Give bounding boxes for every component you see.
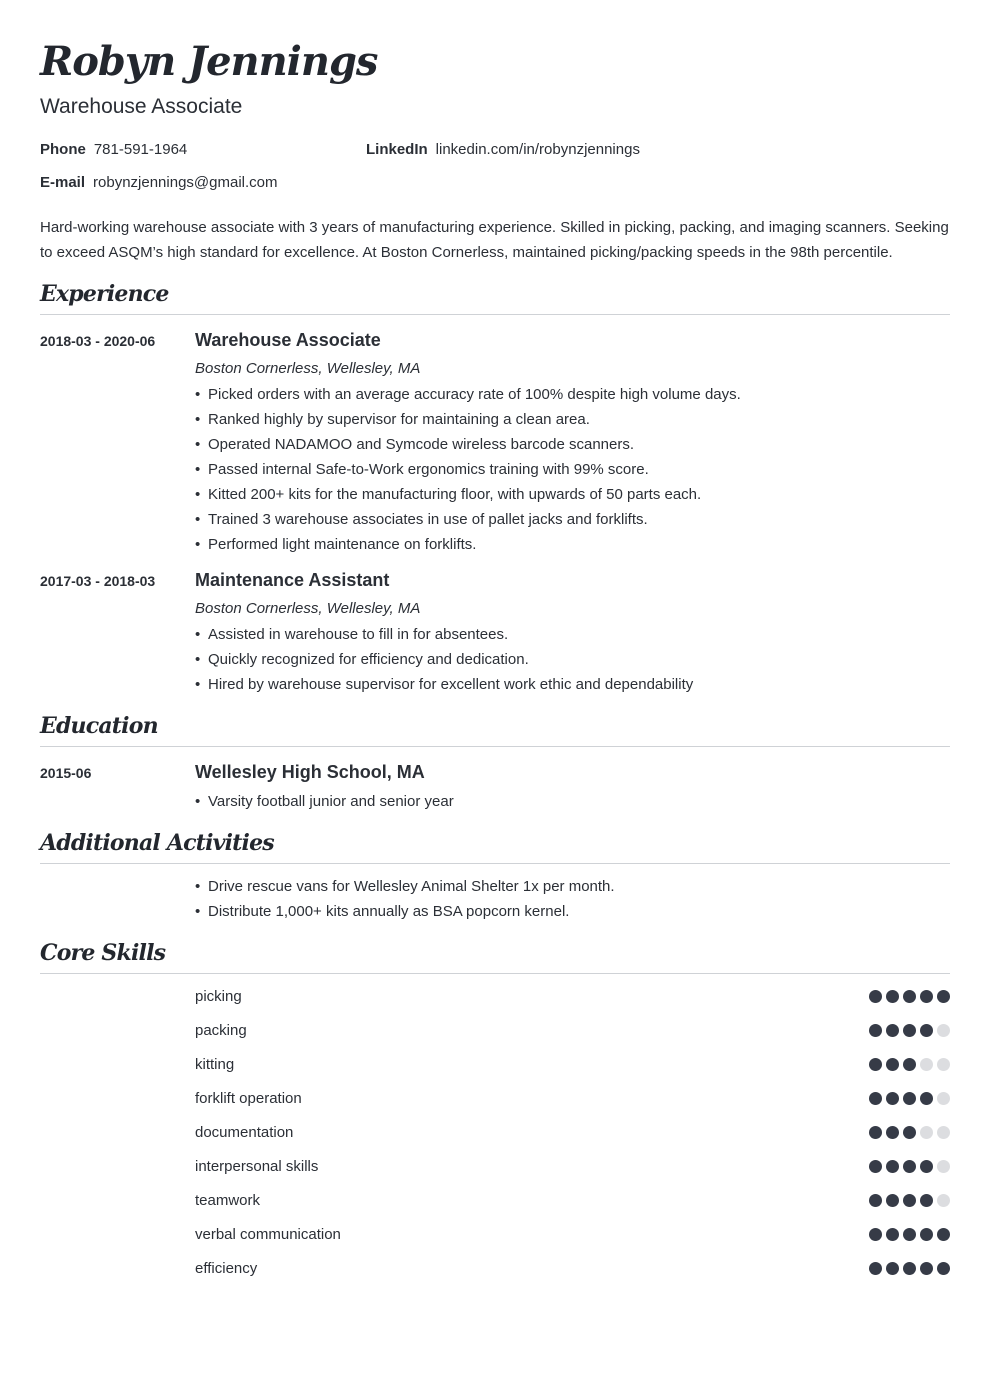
skill-rating: [869, 990, 950, 1003]
rating-dot-filled: [903, 1024, 916, 1037]
email-value[interactable]: robynzjennings@gmail.com: [93, 174, 278, 191]
list-item: • Distribute 1,000+ kits annually as BSA popcorn kernel.: [195, 903, 935, 928]
skill-row: [195, 1157, 950, 1191]
skill-row: [195, 1055, 950, 1089]
rating-dot-filled: [869, 1126, 882, 1139]
rating-dot-empty: [937, 1092, 950, 1105]
skills-section-header: [40, 937, 950, 974]
rating-dot-filled: [903, 1194, 916, 1207]
skill-name: picking: [195, 988, 242, 1005]
phone-label: Phone: [40, 141, 86, 158]
list-item: • Assisted in warehouse to fill in for absentees.: [195, 626, 935, 651]
rating-dot-filled: [903, 1262, 916, 1275]
skill-rating: [869, 1228, 950, 1241]
rating-dot-filled: [886, 1126, 899, 1139]
rating-dot-filled: [920, 1160, 933, 1173]
job-title: Warehouse Associate: [195, 330, 381, 350]
profile-summary: Hard-working warehouse associate with 3 years of manufacturing experience. Skilled in picking, packing, and imaging scanners. Seeking to exceed ASQM’s high standard for excellence. At Boston Cornerless, maintained picking/packing speeds in the 98th percentile.: [40, 219, 949, 261]
rating-dot-filled: [903, 1160, 916, 1173]
skill-rating: [869, 1092, 950, 1105]
email-label: E-mail: [40, 174, 86, 191]
rating-dot-filled: [869, 1024, 882, 1037]
skill-name: interpersonal skills: [195, 1158, 319, 1175]
list-item: • Trained 3 warehouse associates in use of pallet jacks and forklifts.: [195, 511, 935, 536]
skill-row: [195, 1089, 950, 1123]
rating-dot-filled: [920, 990, 933, 1003]
skill-rating: [869, 1262, 950, 1275]
rating-dot-filled: [920, 1092, 933, 1105]
skill-rating: [869, 1126, 950, 1139]
skill-row: [195, 1021, 950, 1055]
job-bullets: [195, 386, 935, 561]
job-title: Maintenance Assistant: [195, 570, 390, 590]
skill-name: forklift operation: [195, 1090, 302, 1107]
experience-section-header: [40, 278, 950, 315]
rating-dot-filled: [903, 990, 916, 1003]
rating-dot-filled: [903, 1092, 916, 1105]
rating-dot-filled: [937, 1228, 950, 1241]
list-item: • Performed light maintenance on forklifts.: [195, 536, 935, 561]
contact-email: [40, 174, 278, 192]
list-item: • Operated NADAMOO and Symcode wireless barcode scanners.: [195, 436, 935, 461]
rating-dot-filled: [920, 1194, 933, 1207]
rating-dot-filled: [886, 1228, 899, 1241]
list-item: • Picked orders with an average accuracy rate of 100% despite high volume days.: [195, 386, 935, 411]
skill-row: [195, 1225, 950, 1259]
rating-dot-filled: [869, 1092, 882, 1105]
list-item: • Hired by warehouse supervisor for excellent work ethic and dependability: [195, 676, 935, 701]
rating-dot-filled: [920, 1262, 933, 1275]
rating-dot-empty: [937, 1058, 950, 1071]
job-company: Boston Cornerless, Wellesley, MA: [195, 360, 421, 377]
list-item: • Varsity football junior and senior year: [195, 793, 935, 818]
rating-dot-empty: [920, 1058, 933, 1071]
skill-name: packing: [195, 1022, 247, 1039]
rating-dot-filled: [869, 1058, 882, 1071]
skills-list: [195, 987, 950, 1293]
school-name: Wellesley High School, MA: [195, 762, 425, 782]
job-dates: 2018-03 - 2020-06: [40, 333, 156, 349]
rating-dot-filled: [886, 1194, 899, 1207]
activities-section-header: [40, 827, 950, 864]
list-item: • Kitted 200+ kits for the manufacturing floor, with upwards of 50 parts each.: [195, 486, 935, 511]
education-heading: Education: [40, 713, 158, 739]
skill-name: documentation: [195, 1124, 294, 1141]
rating-dot-empty: [937, 1024, 950, 1037]
skill-rating: [869, 1194, 950, 1207]
rating-dot-filled: [869, 1194, 882, 1207]
activities-heading: Additional Activities: [40, 830, 274, 856]
linkedin-label: LinkedIn: [366, 141, 428, 158]
job-bullets: [195, 626, 935, 701]
list-item: • Passed internal Safe-to-Work ergonomics training with 99% score.: [195, 461, 935, 486]
list-item: • Ranked highly by supervisor for maintaining a clean area.: [195, 411, 935, 436]
candidate-title: Warehouse Associate: [40, 95, 243, 118]
skill-name: kitting: [195, 1056, 235, 1073]
rating-dot-filled: [869, 1262, 882, 1275]
rating-dot-filled: [937, 1262, 950, 1275]
skill-row: [195, 987, 950, 1021]
rating-dot-filled: [903, 1228, 916, 1241]
education-bullets: [195, 793, 935, 818]
skill-rating: [869, 1160, 950, 1173]
rating-dot-filled: [886, 1058, 899, 1071]
rating-dot-filled: [869, 1160, 882, 1173]
candidate-name: Robyn Jennings: [40, 38, 378, 85]
rating-dot-filled: [886, 1024, 899, 1037]
skill-row: [195, 1259, 950, 1293]
rating-dot-filled: [920, 1228, 933, 1241]
rating-dot-filled: [869, 990, 882, 1003]
list-item: • Drive rescue vans for Wellesley Animal Shelter 1x per month.: [195, 878, 935, 903]
skill-row: [195, 1123, 950, 1157]
contact-linkedin: [366, 141, 640, 159]
list-item: • Quickly recognized for efficiency and dedication.: [195, 651, 935, 676]
rating-dot-filled: [886, 1262, 899, 1275]
education-date: 2015-06: [40, 765, 92, 781]
rating-dot-filled: [886, 1092, 899, 1105]
rating-dot-filled: [903, 1126, 916, 1139]
rating-dot-filled: [886, 1160, 899, 1173]
activities-bullets: [195, 878, 935, 928]
rating-dot-empty: [937, 1194, 950, 1207]
rating-dot-filled: [937, 990, 950, 1003]
skill-name: efficiency: [195, 1260, 258, 1277]
rating-dot-filled: [886, 990, 899, 1003]
phone-value: 781-591-1964: [93, 141, 188, 158]
skills-heading: Core Skills: [40, 940, 166, 966]
rating-dot-filled: [920, 1024, 933, 1037]
job-dates: 2017-03 - 2018-03: [40, 573, 156, 589]
skill-rating: [869, 1024, 950, 1037]
skill-row: [195, 1191, 950, 1225]
rating-dot-filled: [903, 1058, 916, 1071]
contact-phone: [40, 141, 187, 159]
rating-dot-empty: [937, 1126, 950, 1139]
skill-name: teamwork: [195, 1192, 261, 1209]
education-section-header: [40, 710, 950, 747]
skill-name: verbal communication: [195, 1226, 341, 1243]
rating-dot-empty: [920, 1126, 933, 1139]
linkedin-value[interactable]: linkedin.com/in/robynzjennings: [435, 141, 640, 158]
rating-dot-filled: [869, 1228, 882, 1241]
rating-dot-empty: [937, 1160, 950, 1173]
job-company: Boston Cornerless, Wellesley, MA: [195, 600, 421, 617]
skill-rating: [869, 1058, 950, 1071]
experience-heading: Experience: [40, 281, 169, 307]
